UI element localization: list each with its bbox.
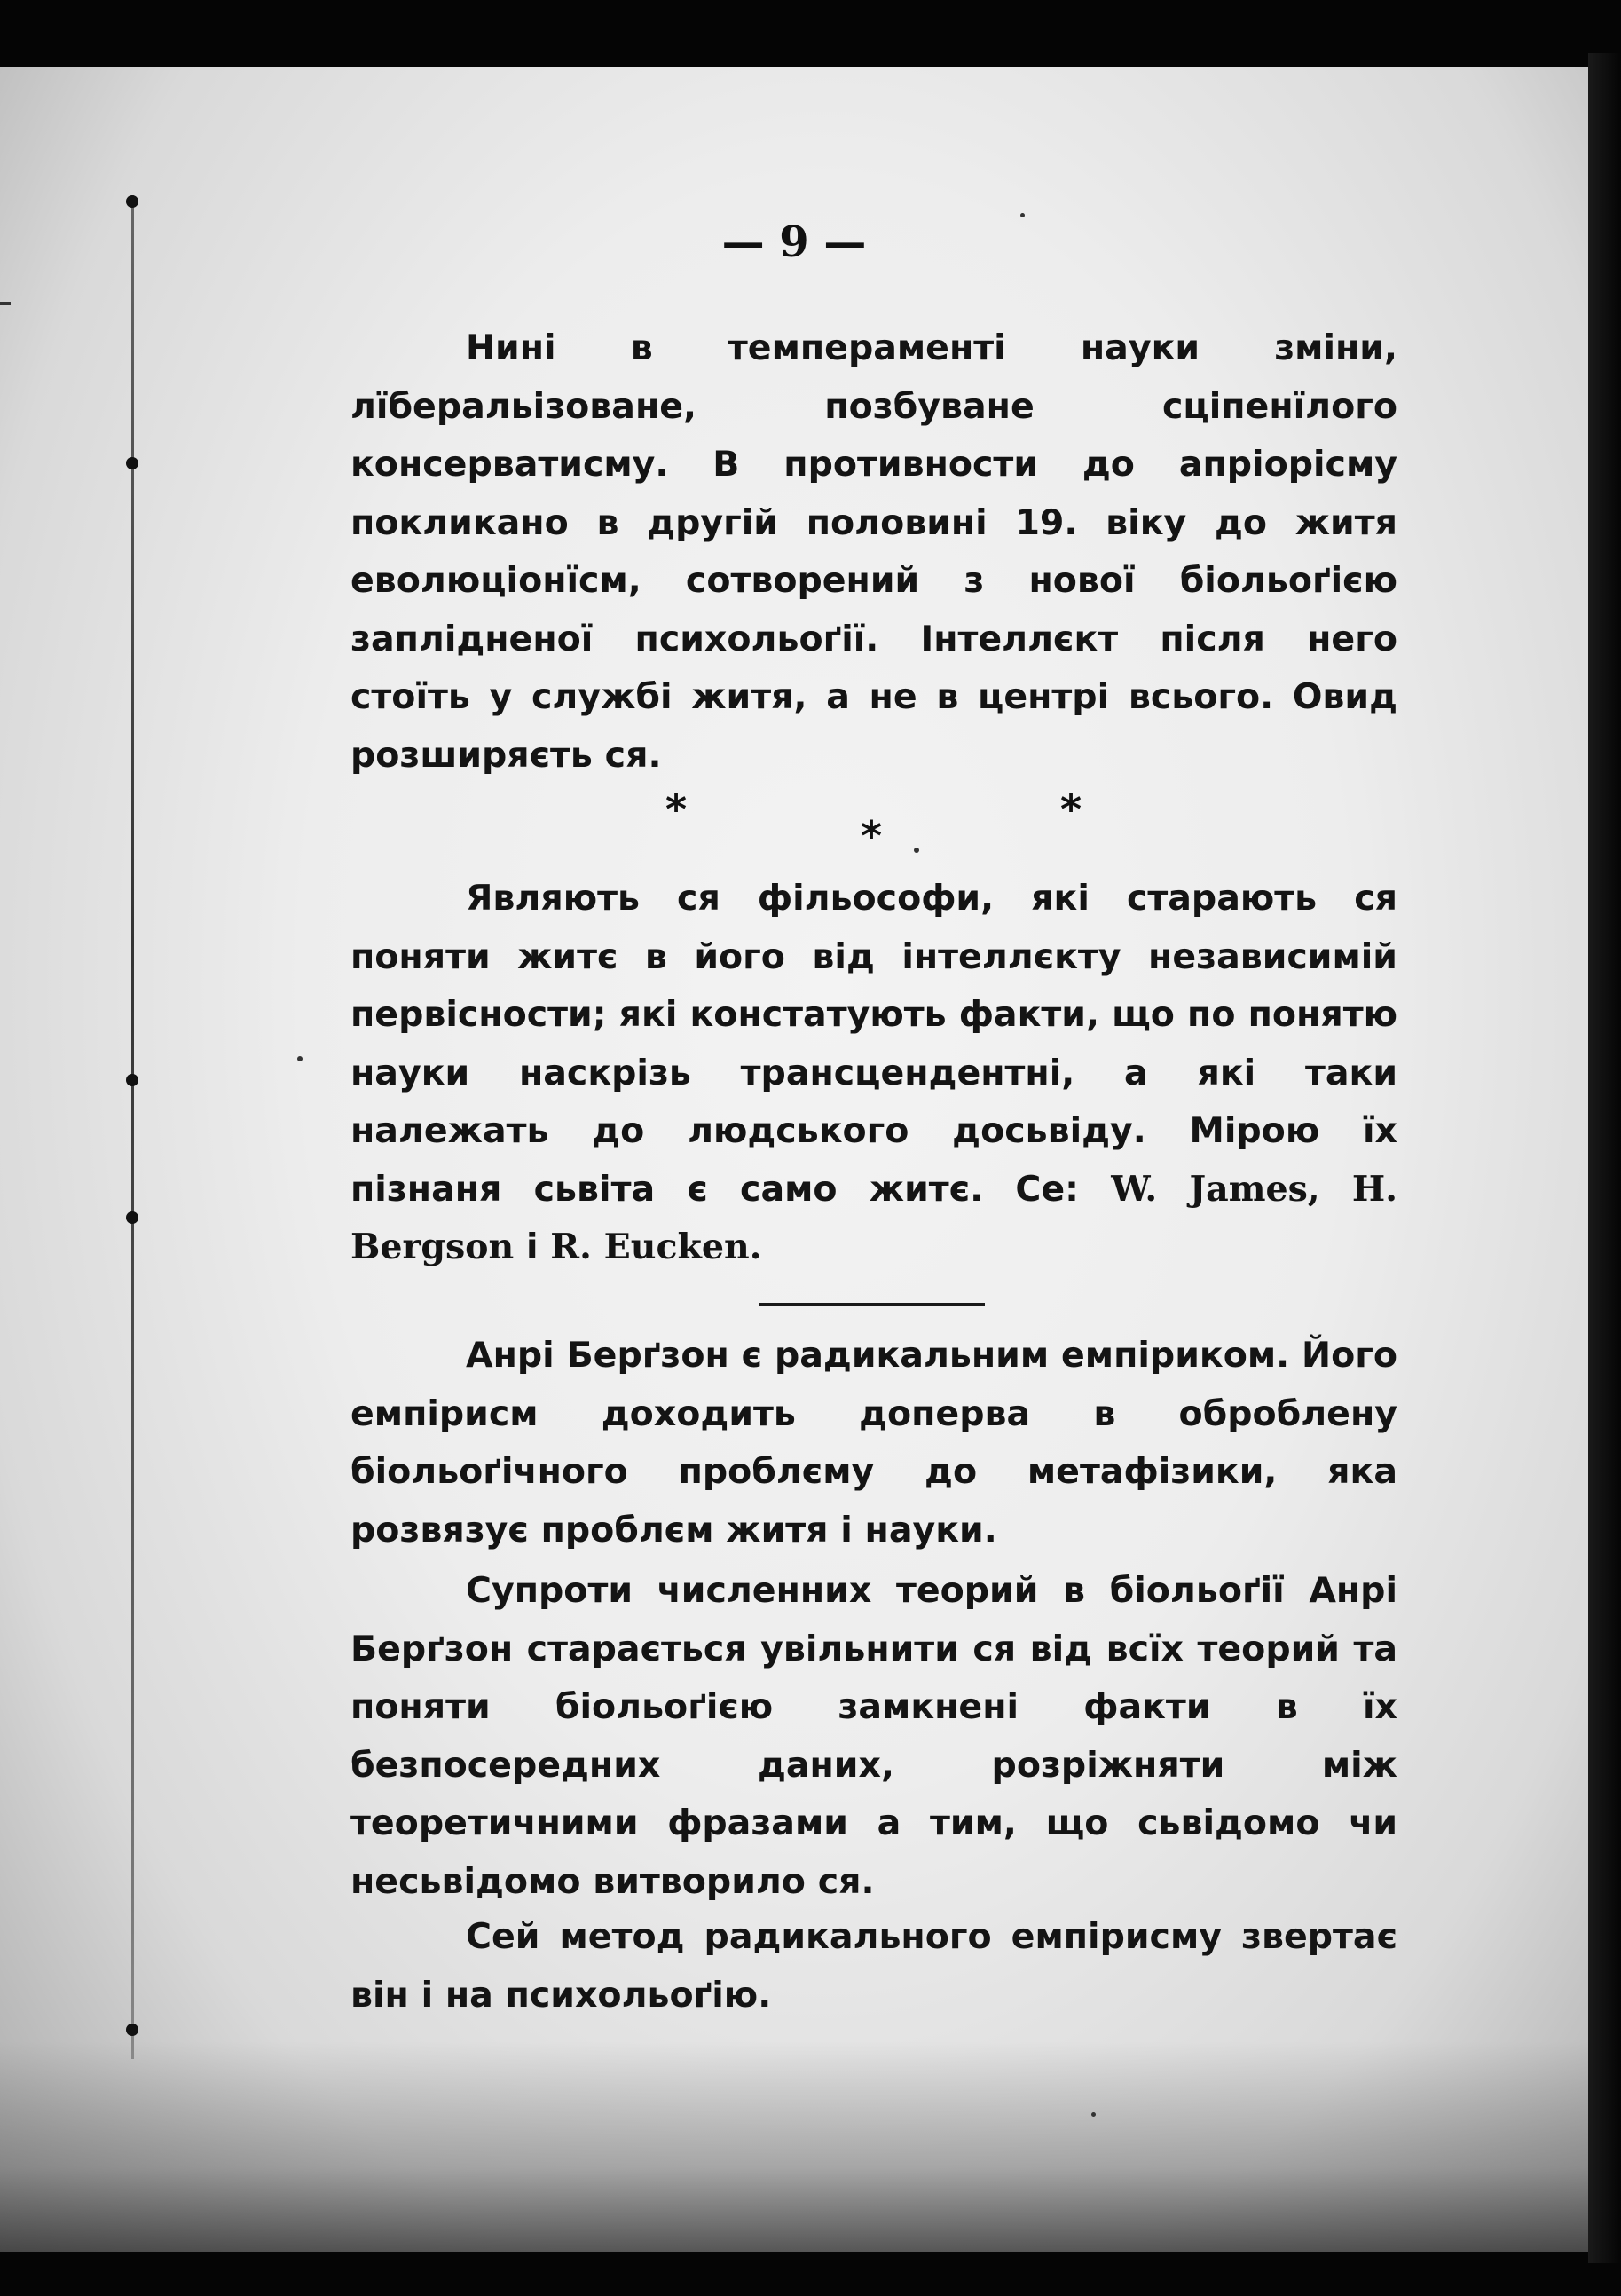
page-number: — 9 —	[721, 217, 867, 267]
scan-speck	[1091, 2112, 1096, 2117]
paragraph-4: Супроти численних теорий в біольоґії Анрі Берґзон старається увільнити ся від всїх теорий та поняти біольоґією замкнені факти в їх безпосередних даних, розріжняти між теоретичними фразами а тим, що сьвідомо чи несьвідомо витворило ся.	[350, 1570, 1397, 1902]
stitch-hole	[126, 457, 138, 469]
separator-asterisk: *	[1060, 785, 1082, 833]
scan-speck	[297, 1056, 303, 1061]
author-name-eucken: R. Eucken.	[550, 1227, 762, 1267]
paragraph-3: Анрі Берґзон є радикальним емпіриком. Його емпірисм доходить доперва в оброблену біольоґічного проблєму до метафізики, яка розвязує проблєм житя і науки.	[350, 1335, 1397, 1550]
stitch-hole	[126, 2024, 138, 2036]
paragraph-2-text: Являють ся фільософи, які старають ся поняти житє в його від інтеллєкту независимій первісности; які констатують факти, що по понятю науки наскрізь трансцендентні, а які таки належать до людського досьвіду. Мірою їх пізнаня сьвіта є само житє. Се:	[350, 878, 1397, 1210]
conjunction: і	[514, 1227, 551, 1267]
paragraph-1: Нині в темпераменті науки зміни, лїберальізоване, позбуване сціпенїлого консерватисму. В противности до апріорісму покликано в другій половині 19. віку до житя еволюціонїсм, сотворений з нової біольоґією заплідненої психольоґії. Інтеллєкт після него стоїть у службі житя, а не в центрі всього. Овид розширяєть ся.	[350, 327, 1397, 776]
scan-speck	[1020, 213, 1025, 217]
scan-shadow	[0, 2041, 1588, 2252]
author-name-bergson: H. Bergson	[350, 1168, 1397, 1267]
scan-mark	[0, 302, 11, 305]
scan-speck	[914, 848, 919, 853]
author-name-james: W. James,	[1111, 1168, 1320, 1210]
paragraph-2	[350, 870, 1397, 1277]
stitch-hole	[126, 195, 138, 208]
stitch-hole	[126, 1074, 138, 1086]
page-edge	[1588, 53, 1621, 2263]
binding-thread	[131, 195, 134, 2059]
paragraph-5: Сей метод радикального емпірисму звертає він і на психольоґію.	[350, 1916, 1397, 2016]
stitch-binding	[124, 195, 144, 2059]
stitch-hole	[126, 1211, 138, 1224]
separator-asterisk: *	[665, 785, 688, 833]
separator-asterisk: *	[861, 812, 883, 860]
section-divider	[759, 1303, 985, 1306]
